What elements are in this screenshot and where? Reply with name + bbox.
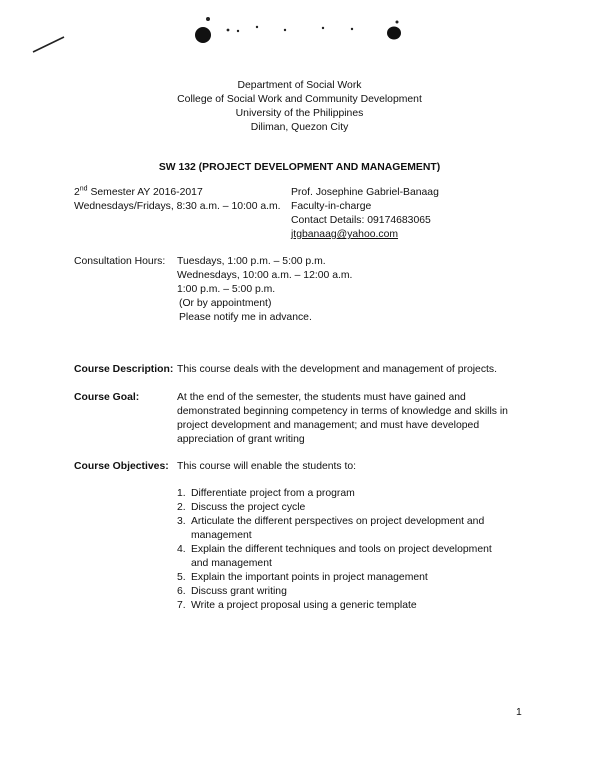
- semester-text: Semester AY 2016-2017: [87, 187, 203, 198]
- list-number: 5.: [177, 572, 186, 583]
- college-name: College of Social Work and Community Development: [177, 94, 422, 105]
- list-number: 4.: [177, 544, 186, 555]
- list-text-continued: management: [191, 530, 252, 541]
- location: Diliman, Quezon City: [250, 122, 349, 133]
- scan-dot: [227, 29, 230, 32]
- description-label: Course Description:: [74, 364, 174, 375]
- binder-hole-left-small: [206, 17, 210, 21]
- scan-dot: [237, 30, 239, 32]
- list-number: 7.: [177, 600, 186, 611]
- scan-dot: [284, 29, 286, 31]
- list-text: Explain the important points in project management: [191, 572, 428, 583]
- list-item: [177, 487, 537, 501]
- list-item: [177, 543, 537, 571]
- objectives-intro: This course will enable the students to:: [177, 461, 357, 472]
- consultation-label: Consultation Hours:: [74, 256, 166, 267]
- professor-role: Faculty-in-charge: [291, 201, 372, 212]
- list-number: 1.: [177, 488, 186, 499]
- scan-dot: [396, 21, 399, 24]
- semester-suffix: nd: [79, 185, 88, 193]
- semester-number: 2: [74, 187, 80, 198]
- list-item: [177, 515, 537, 543]
- goal-line: demonstrated beginning competency in terms of knowledge and skills in: [177, 406, 508, 417]
- consultation-line: (Or by appointment): [179, 298, 272, 309]
- consultation-line: Wednesdays, 10:00 a.m. – 12:00 a.m.: [177, 270, 353, 281]
- goal-line: appreciation of grant writing: [177, 434, 305, 445]
- list-text: Discuss the project cycle: [191, 502, 306, 513]
- course-title: SW 132 (PROJECT DEVELOPMENT AND MANAGEMENT): [158, 162, 441, 173]
- objectives-list: [177, 487, 537, 613]
- goal-line: At the end of the semester, the students must have gained and: [177, 392, 466, 403]
- goal-label: Course Goal:: [74, 392, 140, 403]
- list-text-continued: and management: [191, 558, 272, 569]
- scan-dot: [351, 28, 353, 30]
- list-text: Differentiate project from a program: [191, 488, 355, 499]
- scan-dot: [322, 27, 324, 29]
- department-name: Department of Social Work: [237, 80, 362, 91]
- description-text: This course deals with the development and management of projects.: [177, 364, 497, 375]
- list-item: [177, 599, 537, 613]
- list-number: 3.: [177, 516, 186, 527]
- list-item: [177, 571, 537, 585]
- consultation-line: 1:00 p.m. – 5:00 p.m.: [177, 284, 276, 295]
- page-number: 1: [516, 707, 522, 718]
- list-text: Explain the different techniques and tools on project development: [191, 544, 492, 555]
- list-number: 6.: [177, 586, 186, 597]
- scan-marks: [0, 0, 599, 70]
- list-number: 2.: [177, 502, 186, 513]
- list-text: Discuss grant writing: [191, 586, 287, 597]
- email-link[interactable]: jtgbanaag@yahoo.com: [291, 229, 399, 240]
- professor-name: Prof. Josephine Gabriel-Banaag: [291, 187, 439, 198]
- semester: [74, 186, 203, 200]
- objectives-label: Course Objectives:: [74, 461, 169, 472]
- binder-hole-left: [195, 27, 211, 43]
- consultation-line: Tuesdays, 1:00 p.m. – 5:00 p.m.: [177, 256, 326, 267]
- list-item: [177, 501, 537, 515]
- consultation-line: Please notify me in advance.: [179, 312, 312, 323]
- contact-details: Contact Details: 09174683065: [291, 215, 431, 226]
- list-item: [177, 585, 537, 599]
- list-text: Write a project proposal using a generic template: [191, 600, 417, 611]
- scan-dot: [256, 26, 258, 28]
- list-text: Articulate the different perspectives on project development and: [191, 516, 485, 527]
- goal-line: project development and management; and must have developed: [177, 420, 480, 431]
- binder-hole-right: [387, 27, 401, 40]
- university-name: University of the Philippines: [235, 108, 364, 119]
- stray-pen-mark: [33, 37, 64, 52]
- class-schedule: Wednesdays/Fridays, 8:30 a.m. – 10:00 a.m.: [74, 201, 281, 212]
